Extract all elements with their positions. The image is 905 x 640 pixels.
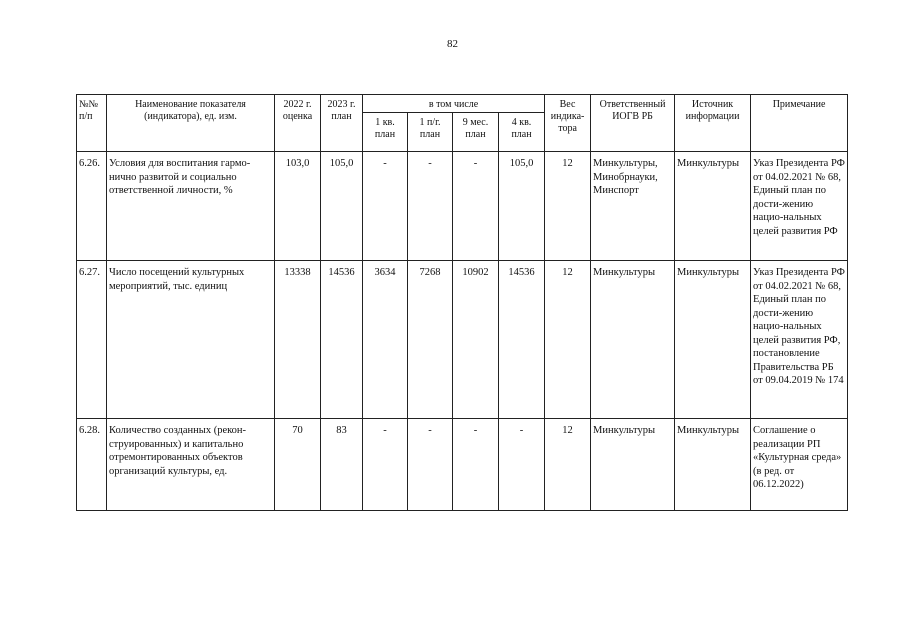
row-responsible: Минкультуры, Минобрнауки, Минспорт	[591, 152, 675, 261]
row-name: Число посещений культурных мероприятий, тыс. единиц	[107, 261, 275, 419]
row-h1: 7268	[408, 261, 453, 419]
row-2022: 103,0	[275, 152, 321, 261]
row-q4: -	[499, 419, 545, 511]
row-name: Количество созданных (рекон-струированных) и капитально отремонтированных объектов организаций культуры, ед.	[107, 419, 275, 511]
row-num: 6.27.	[77, 261, 107, 419]
header-h1: 1 п/г. план	[408, 113, 453, 152]
row-q1: -	[363, 419, 408, 511]
header-weight: Вес индика-тора	[545, 95, 591, 152]
table-row	[77, 152, 848, 261]
header-q4: 4 кв. план	[499, 113, 545, 152]
row-note: Указ Президента РФ от 04.02.2021 № 68, Единый план по дости-жению нацио-нальных целей развития РФ, постановление Правительства РБ от 09.04.2019 № 174	[751, 261, 848, 419]
row-weight: 12	[545, 419, 591, 511]
row-responsible: Минкультуры	[591, 261, 675, 419]
row-responsible: Минкультуры	[591, 419, 675, 511]
table-row	[77, 261, 848, 419]
row-h1: -	[408, 419, 453, 511]
page-number: 82	[447, 38, 458, 50]
row-h1: -	[408, 152, 453, 261]
row-2022: 70	[275, 419, 321, 511]
row-2023: 83	[321, 419, 363, 511]
row-9m: 10902	[453, 261, 499, 419]
row-weight: 12	[545, 152, 591, 261]
header-source: Источник информации	[675, 95, 751, 152]
row-note: Указ Президента РФ от 04.02.2021 № 68, Единый план по дости-жению нацио-нальных целей развития РФ	[751, 152, 848, 261]
header-note: Примечание	[751, 95, 848, 152]
header-name: Наименование показателя (индикатора), ед. изм.	[107, 95, 275, 152]
header-2023: 2023 г. план	[321, 95, 363, 152]
header-2022: 2022 г. оценка	[275, 95, 321, 152]
row-q1: -	[363, 152, 408, 261]
header-q1: 1 кв. план	[363, 113, 408, 152]
table-row	[77, 419, 848, 511]
header-num: №№ п/п	[77, 95, 107, 152]
header-responsible: Ответственный ИОГВ РБ	[591, 95, 675, 152]
row-q4: 105,0	[499, 152, 545, 261]
row-q1: 3634	[363, 261, 408, 419]
row-source: Минкультуры	[675, 152, 751, 261]
row-2023: 14536	[321, 261, 363, 419]
row-9m: -	[453, 419, 499, 511]
indicators-table	[76, 94, 848, 511]
header-including: в том числе	[363, 95, 545, 113]
row-q4: 14536	[499, 261, 545, 419]
table-header	[77, 95, 848, 152]
row-2023: 105,0	[321, 152, 363, 261]
row-name: Условия для воспитания гармо-нично развитой и социально ответственной личности, %	[107, 152, 275, 261]
row-note: Соглашение о реализации РП «Культурная среда» (в ред. от 06.12.2022)	[751, 419, 848, 511]
row-2022: 13338	[275, 261, 321, 419]
row-num: 6.26.	[77, 152, 107, 261]
row-source: Минкультуры	[675, 261, 751, 419]
row-weight: 12	[545, 261, 591, 419]
header-9m: 9 мес. план	[453, 113, 499, 152]
row-9m: -	[453, 152, 499, 261]
row-source: Минкультуры	[675, 419, 751, 511]
row-num: 6.28.	[77, 419, 107, 511]
